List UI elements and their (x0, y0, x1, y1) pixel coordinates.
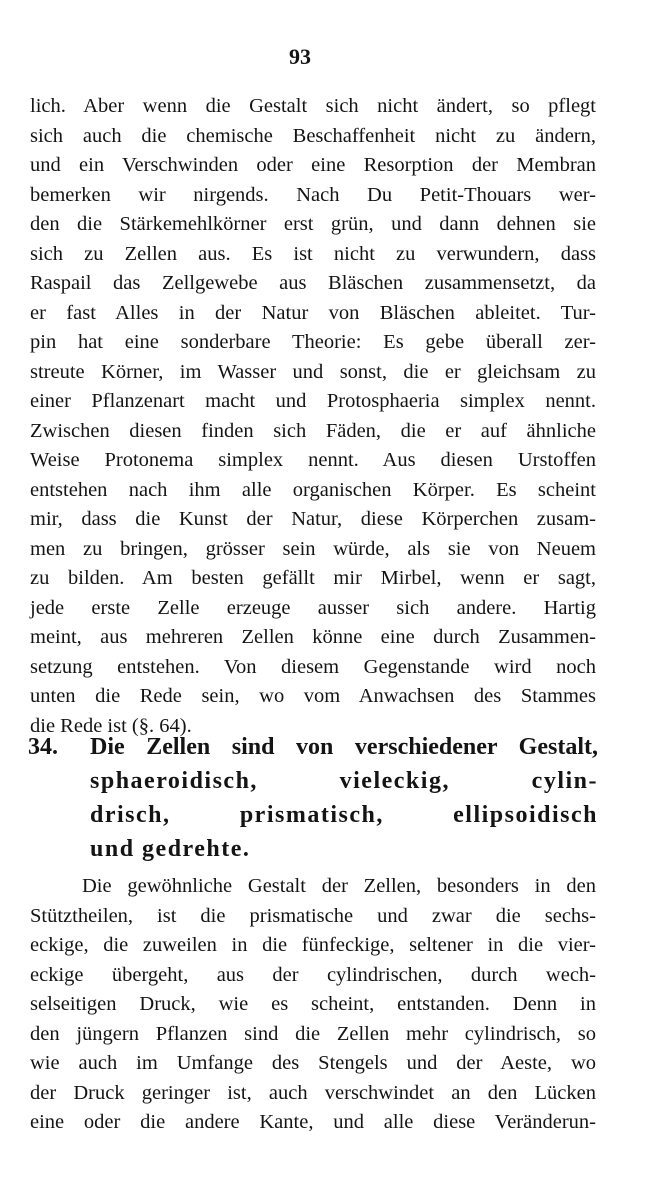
text-line: entstehen nach ihm alle organischen Körper. Es scheint (30, 478, 596, 501)
section-title-line: sphaeroidisch, vieleckig, cylin- (90, 768, 598, 794)
text-line: Raspail das Zellgewebe aus Bläschen zusammensetzt, da (30, 272, 596, 294)
text-line: selseitigen Druck, wie es scheint, entstanden. Denn in (30, 993, 596, 1015)
text-line: streute Körner, im Wasser und sonst, die er gleichsam zu (30, 360, 596, 383)
page-number: 93 (289, 44, 311, 69)
text-line: bemerken wir nirgends. Nach Du Petit-Thouars wer- (30, 183, 596, 206)
text-line: meint, aus mehreren Zellen könne eine durch Zusammen- (30, 626, 596, 648)
text-line: Die gewöhnliche Gestalt der Zellen, besonders in den (82, 875, 596, 897)
section-title-line: Die Zellen sind von verschiedener Gestalt, (90, 734, 598, 760)
text-line: eine oder die andere Kante, und alle diese Veränderun- (30, 1111, 596, 1133)
paragraph-1 (30, 92, 596, 741)
text-line: unten die Rede sein, wo vom Anwachsen des Stammes (30, 685, 596, 707)
text-line: sich zu Zellen aus. Es ist nicht zu verwundern, dass (30, 242, 596, 265)
section-title-line: und gedrehte. (90, 836, 251, 862)
text-line: lich. Aber wenn die Gestalt sich nicht ändert, so pflegt (30, 95, 596, 117)
section-heading (28, 730, 598, 866)
text-line: er fast Alles in der Natur von Bläschen ableitet. Tur- (30, 301, 596, 324)
paragraph-2 (30, 872, 596, 1138)
text-line: die Rede ist (§. 64). (30, 714, 192, 737)
section-title-line: drisch, prismatisch, ellipsoidisch (90, 802, 598, 828)
text-line: der Druck geringer ist, auch verschwindet an den Lücken (30, 1081, 596, 1104)
text-line: pin hat eine sonderbare Theorie: Es gebe überall zer- (30, 331, 596, 353)
text-line: Zwischen diesen finden sich Fäden, die er auf ähnliche (30, 419, 596, 442)
section-number: 34. (28, 734, 58, 760)
text-line: sich auch die chemische Beschaffenheit nicht zu ändern, (30, 124, 596, 147)
text-line: Weise Protonema simplex nennt. Aus diesen Urstoffen (30, 449, 596, 471)
text-line: einer Pflanzenart macht und Protosphaeria simplex nennt. (30, 390, 596, 412)
text-line: und ein Verschwinden oder eine Resorption der Membran (30, 154, 596, 176)
text-line: jede erste Zelle erzeuge ausser sich andere. Hartig (30, 596, 596, 619)
text-line: eckige, die zuweilen in die fünfeckige, seltener in die vier- (30, 934, 596, 956)
text-line: den jüngern Pflanzen sind die Zellen mehr cylindrisch, so (30, 1022, 596, 1045)
text-line: den die Stärkemehlkörner erst grün, und dann dehnen sie (30, 213, 596, 235)
text-line: men zu bringen, grösser sein würde, als sie von Neuem (30, 537, 596, 560)
text-line: mir, dass die Kunst der Natur, diese Körperchen zusam- (30, 508, 596, 530)
text-line: wie auch im Umfange des Stengels und der Aeste, wo (30, 1052, 596, 1074)
text-line: eckige übergeht, aus der cylindrischen, durch wech- (30, 963, 596, 986)
text-line: setzung entstehen. Von diesem Gegenstande wird noch (30, 655, 596, 678)
text-line: Stütztheilen, ist die prismatische und zwar die sechs- (30, 904, 596, 927)
text-line: zu bilden. Am besten gefällt mir Mirbel, wenn er sagt, (30, 567, 596, 589)
